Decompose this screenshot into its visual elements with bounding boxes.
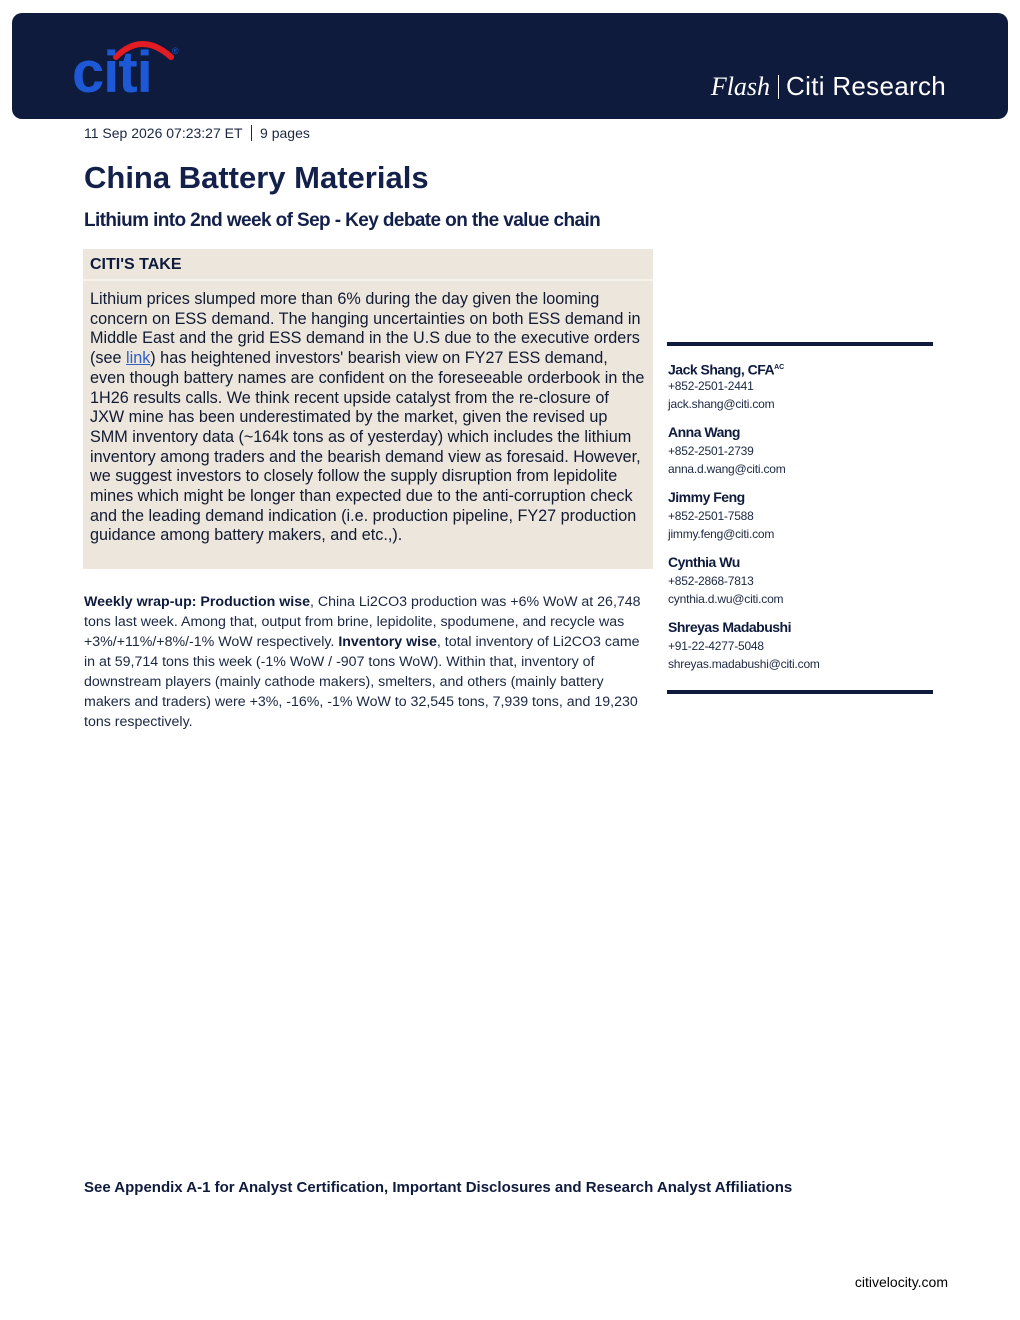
analyst-email[interactable]: anna.d.wang@citi.com [668, 462, 786, 476]
page-count: 9 pages [260, 125, 310, 141]
citis-take-divider [83, 279, 653, 281]
analyst-name: Shreyas Madabushi [668, 619, 791, 635]
analyst-card [668, 358, 932, 423]
registered-mark: ® [172, 46, 179, 56]
analyst-certification-mark: AC [774, 364, 785, 371]
inventory-lead: Inventory wise [338, 634, 437, 650]
analyst-phone: +852-2501-2441 [668, 379, 754, 393]
analyst-phone: +852-2868-7813 [668, 574, 754, 588]
analyst-card [668, 423, 932, 488]
analyst-name: Jimmy Feng [668, 489, 745, 505]
analyst-phone: +852-2501-2739 [668, 444, 754, 458]
weekly-lead: Weekly wrap-up: Production wise [84, 594, 310, 610]
analyst-email[interactable]: jimmy.feng@citi.com [668, 527, 775, 541]
analyst-email[interactable]: jack.shang@citi.com [668, 397, 775, 411]
citi-logo-text: citi [72, 40, 152, 105]
executive-orders-link[interactable]: link [126, 349, 151, 368]
brand-divider [778, 75, 779, 99]
analyst-bottom-rule [667, 690, 933, 694]
citis-take-body [90, 290, 646, 546]
citis-take-heading: CITI'S TAKE [90, 256, 182, 273]
citis-take-box [83, 249, 653, 569]
citi-logo [72, 33, 192, 103]
analyst-card [668, 618, 932, 683]
report-title: China Battery Materials [84, 160, 429, 195]
analyst-top-rule [667, 342, 933, 346]
analyst-card [668, 488, 932, 553]
appendix-note: See Appendix A-1 for Analyst Certification, Important Disclosures and Research Analyst Affiliations [84, 1179, 793, 1196]
brand-name: Citi Research [786, 71, 946, 101]
header-band [12, 13, 1008, 119]
weekly-text-1: , China Li2CO3 production was +6% WoW at 26,748 tons last week. Among that, output from brine, lepidolite, spodumene, and recycle was +3%/+11%/+8%/-1% WoW respectively. [84, 594, 641, 650]
report-meta [84, 125, 310, 141]
report-datetime: 11 Sep 2026 07:23:27 ET [84, 125, 243, 141]
brand-flash: Flash [710, 71, 771, 101]
analyst-phone: +91-22-4277-5048 [668, 639, 764, 653]
take-text-before-link: Lithium prices slumped more than 6% during the day given the looming concern on ESS demand. The hanging uncertainties on both ESS demand in Middle East and the grid ESS demand in the U.S due to the executive orders (see [90, 290, 641, 368]
analyst-list [668, 358, 932, 683]
analyst-phone: +852-2501-7588 [668, 509, 754, 523]
analyst-email[interactable]: shreyas.madabushi@citi.com [668, 657, 820, 671]
publication-brand [711, 71, 946, 102]
take-text-after-link: ) has heightened investors' bearish view on FY27 ESS demand, even though battery names are confident on the foreseeable orderbook in the 1H26 results calls. We think recent upside catalyst from the re-closure of JXW mine has been underestimated by the market, given the revised up SMM inventory data (~164k tons as of yesterday) which includes the lithium inventory among traders and the bearish demand view as foresaid. However, we suggest investors to closely follow the supply disruption from lepidolite mines which might be longer than expected due to the anti-corruption check and the leading demand indication (i.e. production pipeline, FY27 production guidance among battery makers, and etc.,). [90, 349, 645, 545]
analyst-name: Jack Shang, $CFA^{AC}$ [668, 361, 785, 378]
meta-divider [251, 125, 253, 141]
analyst-name: Cynthia Wu [668, 554, 740, 570]
weekly-text-2: , total inventory of Li2CO3 came in at 59,714 tons this week (-1% WoW / -907 tons WoW). Within that, inventory of downstream players (mainly cathode makers), smelters, and others (mainly battery makers and traders) were +3%, -16%, -1% WoW to 32,545 tons, 7,939 tons, and 19,230 tons respectively. [84, 634, 640, 730]
analyst-name: Anna Wang [668, 424, 740, 440]
analyst-email[interactable]: cynthia.d.wu@citi.com [668, 592, 784, 606]
report-subtitle: Lithium into 2nd week of Sep - Key debate on the value chain [84, 210, 601, 231]
footer-url[interactable]: citivelocity.com [854, 1274, 948, 1290]
weekly-wrap-up [84, 592, 654, 732]
analyst-card [668, 553, 932, 618]
